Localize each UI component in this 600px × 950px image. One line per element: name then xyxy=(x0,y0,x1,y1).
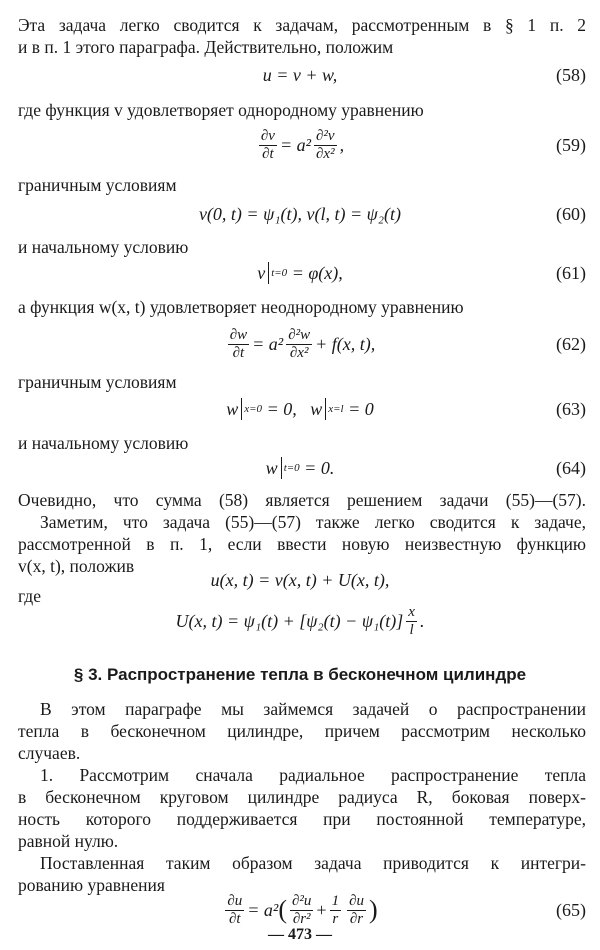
equation-61: v t=0 = φ(x), (61) xyxy=(257,262,586,283)
section-heading: § 3. Распространение тепла в бесконечном цилиндре xyxy=(73,665,527,684)
equation-U: U(x, t) = ψ₁(t) + [ψ₂(t) − ψ₁(t)] $\frac{x}{l}$ . xyxy=(175,603,425,638)
text-line: рованию уравнения xyxy=(18,875,165,895)
text-line: и начальному условию xyxy=(18,237,189,257)
text-line: а функция w(x, t) удовлетворяет неоднородному уравнению xyxy=(18,297,464,317)
equation-58: u = v + w, (58) xyxy=(262,64,586,85)
equation-62: $\frac{\partial w}{\partial t}$ = a² $\frac{\text{∂²w}}{\text{∂x²}}$ + f(x, t), (62) xyxy=(229,326,586,361)
equation-number: (64) xyxy=(556,458,586,478)
equation-number: (61) xyxy=(556,263,586,283)
text-line: v(x, t), положив xyxy=(18,556,135,576)
text-line: ность которого поддерживается при постоянной температуре, xyxy=(18,809,586,829)
text-line: в бесконечном круговом цилиндре радиуса R, боковая поверх- xyxy=(18,787,586,807)
equation-number: (60) xyxy=(556,204,586,224)
text-line: и начальному условию xyxy=(18,433,189,453)
text-line: граничным условиям xyxy=(18,372,177,392)
equation-number: (62) xyxy=(556,334,586,354)
text-line: где xyxy=(18,586,41,606)
equation-number: (63) xyxy=(556,399,586,419)
equation-59: $\frac{\partial v}{\partial t}$ = a² $\frac{\text{∂²v}}{\text{∂x²}}$ , (59) xyxy=(260,127,586,162)
text-line: Очевидно, что сумма (58) является решением задачи (55)—(57). xyxy=(18,490,586,510)
text-line: тепла в бесконечном цилиндре, причем рассмотрим несколько xyxy=(18,721,586,741)
text-line: Поставленная таким образом задача приводится к интегри- xyxy=(40,853,586,873)
text-line: 1. Рассмотрим сначала радиальное распространение тепла xyxy=(40,765,586,785)
equation-number: (65) xyxy=(556,900,586,920)
equation-substitution: u(x, t) = v(x, t) + U(x, t), xyxy=(210,569,390,590)
equation-number: (59) xyxy=(556,135,586,155)
equation-60: v(0, t) = ψ₁(t), v(l, t) = ψ₂(t) (60) xyxy=(198,203,586,224)
equation-65: $\frac{\partial u}{\partial t}$ = a² ( $\frac{\text{∂²u}}{\text{∂r²}}$ + $\frac{1}{r}$ $\frac{\partial u}{\partial r}$ ) (65) xyxy=(227,892,586,927)
text-line: граничным условиям xyxy=(18,175,177,195)
text-line: В этом параграфе мы займемся задачей о распространении xyxy=(40,699,586,719)
equation-64: w t=0 = 0. (64) xyxy=(265,457,586,478)
equation-number: (58) xyxy=(556,65,586,85)
text-line: равной нулю. xyxy=(18,831,119,851)
text-line: Эта задача легко сводится к задачам, рассмотренным в § 1 п. 2 xyxy=(18,15,586,35)
page-number: — 473 — xyxy=(268,926,332,943)
text-line: случаев. xyxy=(18,743,81,763)
equation-63: w x=0 = 0, w x=l = 0 (63) xyxy=(226,398,586,419)
text-line: где функция v удовлетворяет однородному уравнению xyxy=(18,100,424,120)
text-line: и в п. 1 этого параграфа. Действительно, положим xyxy=(18,37,394,57)
text-line: рассмотренной в п. 1, если ввести новую неизвестную функцию xyxy=(18,534,586,554)
text-line: Заметим, что задача (55)—(57) также легко сводится к задаче, xyxy=(40,512,586,532)
